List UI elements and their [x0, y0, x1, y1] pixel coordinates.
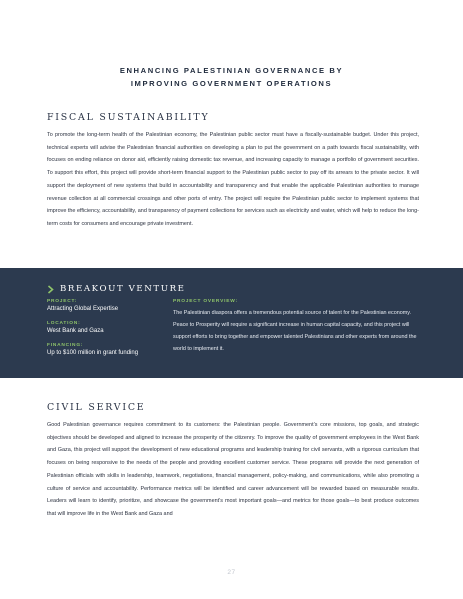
breakout-venture-heading: BREAKOUT VENTURE	[60, 284, 186, 294]
fiscal-sustainability-body: To promote the long-term health of the Palestinian economy, the Palestinian public sector must have a fiscally-sustainable budget. Under this project, technical experts will advise the Palestinian financial authorities on developing a plan to put the government on a path towards fiscal sustainability, with focuses on ending reliance on donor aid, efficiently raising domestic tax revenue, and increasing capacity to manage a portfolio of government securities. To support this effort, this project will provide short-term financial support to the Palestinian public sector to pay off its arrears to the private sector. It will support the deployment of new systems that build in accountability and transparency and that enable the applicable Palestinian authorities to manage revenue collection at all commercial crossings and other ports of entry. The project will require the Palestinian public sector to implement systems that improve the efficiency, accountability, and transparency of payment collections for services such as electricity and water, which will help to reduce the long-term costs for consumers and encourage private investment.	[47, 132, 419, 227]
fiscal-sustainability-heading: FISCAL SUSTAINABILITY	[47, 112, 210, 123]
financing-label: FINANCING:	[47, 343, 84, 348]
chevron-right-icon	[47, 285, 54, 294]
project-label: PROJECT:	[47, 299, 78, 304]
civil-service-heading: CIVIL SERVICE	[47, 402, 146, 413]
document-title	[0, 64, 463, 90]
location-value: West Bank and Gaza	[47, 328, 104, 334]
project-overview-text: The Palestinian diaspora offers a tremendous potential source of talent for the Palestinian economy. Peace to Prosperity will require a significant increase in human capital capacity, and this project will support efforts to bring together and empower talented Palestinians and other experts from around the world to implement it.	[173, 310, 417, 353]
project-value: Attracting Global Expertise	[47, 306, 119, 312]
page-number: 27	[227, 569, 236, 576]
financing-value: Up to $100 million in grant funding	[47, 350, 139, 356]
title-line-2: IMPROVING GOVERNMENT OPERATIONS	[130, 79, 333, 88]
breakout-venture-header	[47, 284, 186, 294]
location-label: LOCATION:	[47, 321, 81, 326]
title-line-1: ENHANCING PALESTINIAN GOVERNANCE BY	[119, 66, 344, 75]
project-overview-label: PROJECT OVERVIEW:	[173, 299, 238, 304]
civil-service-body: Good Palestinian governance requires commitment to its customers: the Palestinian people. Government’s core missions, top goals, and strategic objectives should be developed and aligned to increase the prosperity of the citizenry. To improve the quality of government employees in the West Bank and Gaza, this project will support the development of new educational programs and leadership training for civil servants, with a rigorous curriculum that focuses on being responsive to the needs of the people and providing excellent customer service. These programs will provide the next generation of Palestinian officials with skills in leadership, teamwork, negotiations, financial management, policy-making, and communications, while also promoting a culture of service and accountability. Performance metrics will be identified and career advancement will be rewarded based on measurable results. Leaders will learn to identify, prioritize, and showcase the government’s most important goals—and metrics for those goals—to best produce outcomes that will improve life in the West Bank and Gaza and	[47, 422, 419, 517]
